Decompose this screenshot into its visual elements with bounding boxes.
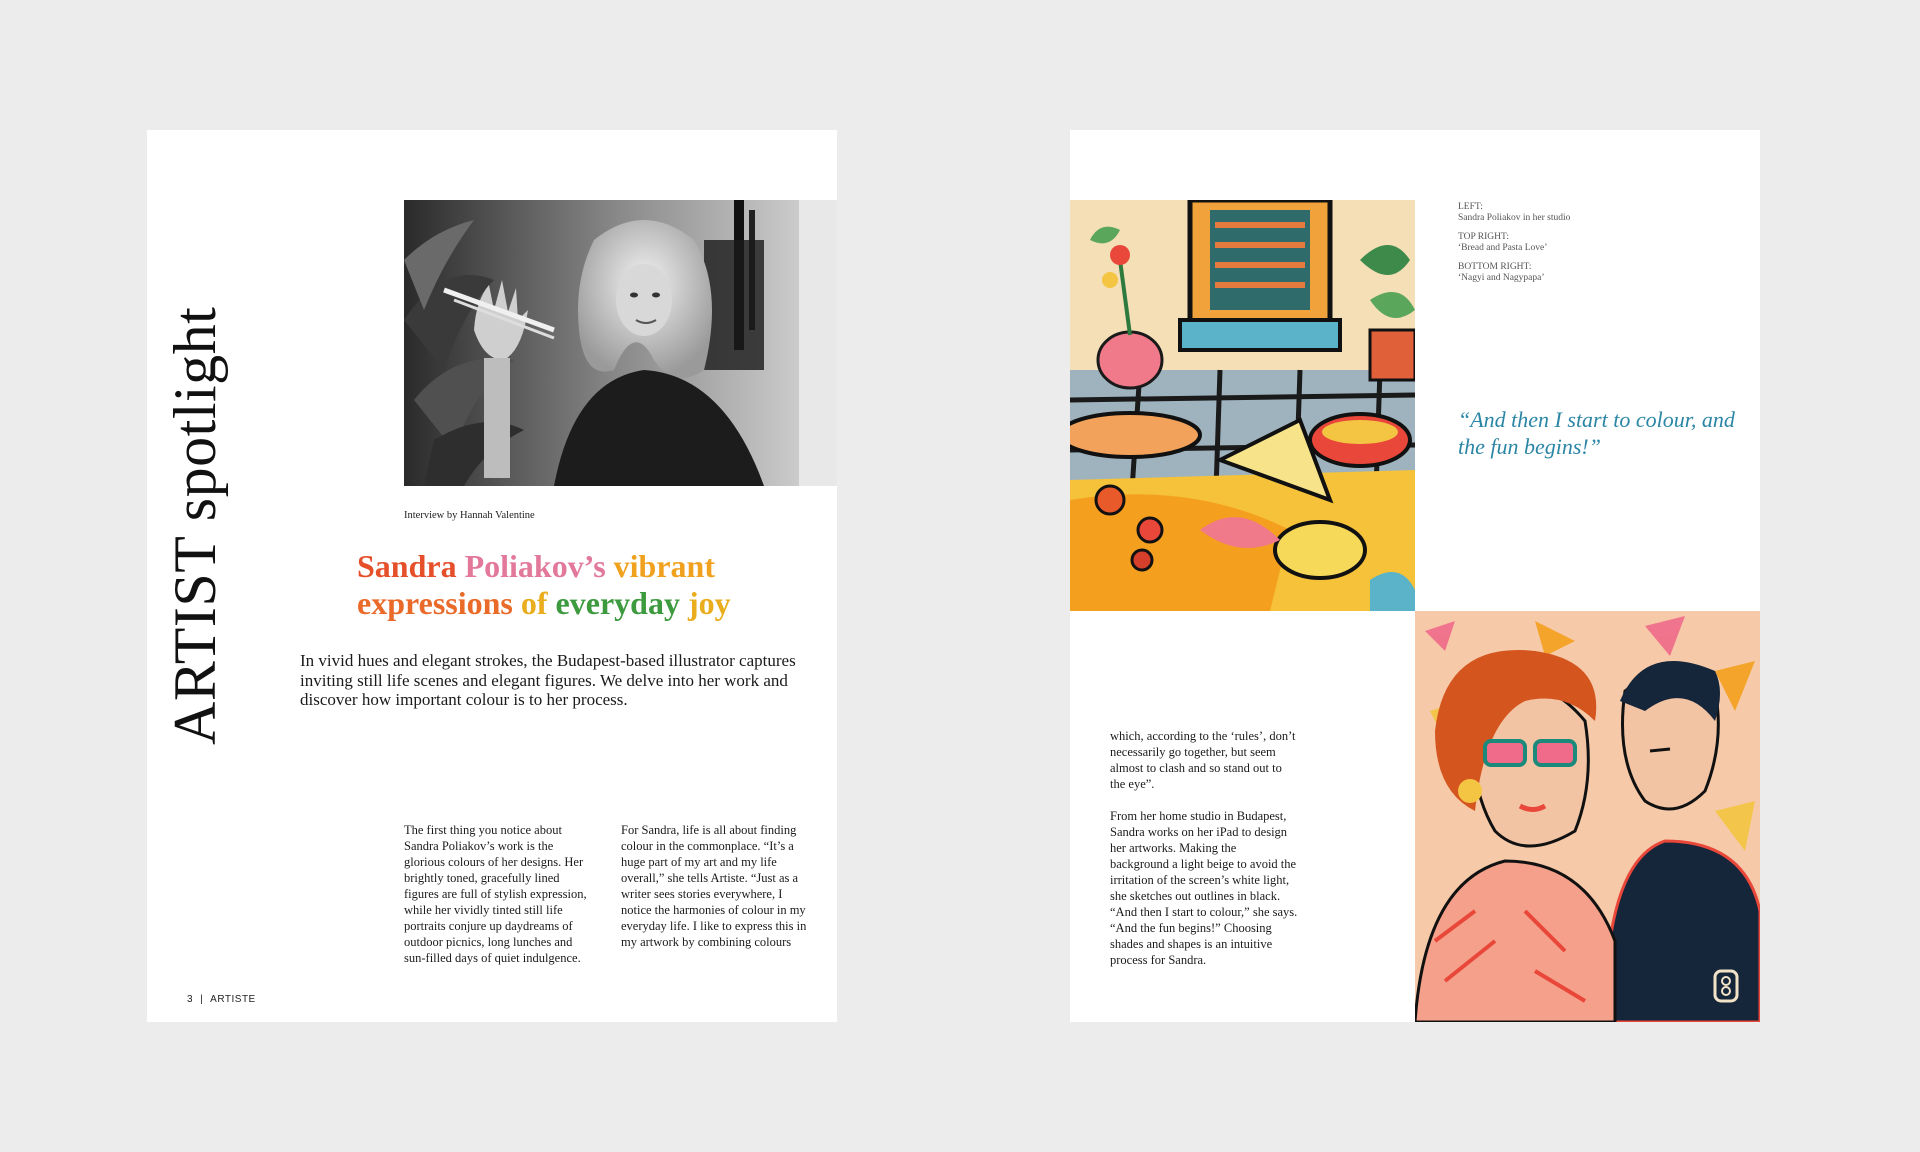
artwork-nagyi-and-nagypapa [1415, 611, 1760, 1022]
photo-captions [1458, 202, 1658, 292]
article-intro: In vivid hues and elegant strokes, the Budapest-based illustrator captures inviting still life scenes and elegant figures. We delve into her work and discover how important colour is to her process. [300, 651, 796, 709]
headline-word: Sandra [357, 548, 457, 584]
interview-credit: Interview by Hannah Valentine [404, 510, 535, 521]
caption-heading: BOTTOM RIGHT: [1458, 262, 1532, 272]
body-column-1: The first thing you notice about Sandra Poliakov’s work is the glorious colours of her designs. Her brightly toned, gracefully lined figures are full of stylish expression, while her vividly tinted still life portraits conjure up daydreams of outdoor picnics, long lunches and sun-filled days of quiet indulgence. [404, 823, 587, 965]
caption-heading: LEFT: [1458, 202, 1483, 212]
caption-text: ‘Nagyi and Nagypapa’ [1458, 273, 1545, 283]
headline-word: of [520, 585, 548, 621]
article-headline [357, 548, 827, 622]
headline-word: joy [687, 585, 731, 621]
page-number: 3 [187, 994, 194, 1005]
artwork-bread-and-pasta-love [1070, 200, 1415, 611]
headline-word: Poliakov’s [464, 548, 606, 584]
caption-heading: TOP RIGHT: [1458, 232, 1509, 242]
headline-word: vibrant [613, 548, 715, 584]
footer-separator: | [200, 994, 204, 1005]
body-column-3 [1110, 728, 1298, 968]
magazine-name: ARTISTE [210, 994, 256, 1005]
caption-item [1458, 202, 1658, 224]
section-title-vertical: ARTIST spotlight [162, 306, 228, 745]
caption-item [1458, 262, 1658, 284]
caption-text: Sandra Poliakov in her studio [1458, 213, 1571, 223]
headline-word: everyday [555, 585, 680, 621]
right-page [1070, 130, 1760, 1022]
artist-portrait-photo [404, 200, 837, 486]
body-paragraph: which, according to the ‘rules’, don’t necessarily go together, but seem almost to clash and so stand out to the eye”. [1110, 729, 1296, 791]
left-page [147, 130, 837, 1022]
paragraph-gap [1110, 792, 1298, 808]
body-paragraph: From her home studio in Budapest, Sandra works on her iPad to design her artworks. Making the background a light beige to avoid the irritation of the screen’s white light, she sketches out outlines in black. “And then I start to colour,” she says. “And the fun begins!” Choosing shades and shapes is an intuitive process for Sandra. [1110, 809, 1298, 967]
caption-text: ‘Bread and Pasta Love’ [1458, 243, 1548, 253]
headline-word: expressions [357, 585, 513, 621]
page-footer [187, 994, 256, 1005]
caption-item [1458, 232, 1658, 254]
body-column-2: For Sandra, life is all about finding colour in the commonplace. “It’s a huge part of my art and my life overall,” she tells Artiste. “Just as a writer sees stories everywhere, I notice the harmonies of colour in my everyday life. I like to express this in my artwork by combining colours [621, 823, 807, 949]
pull-quote: “And then I start to colour, and the fun begins!” [1458, 407, 1735, 459]
